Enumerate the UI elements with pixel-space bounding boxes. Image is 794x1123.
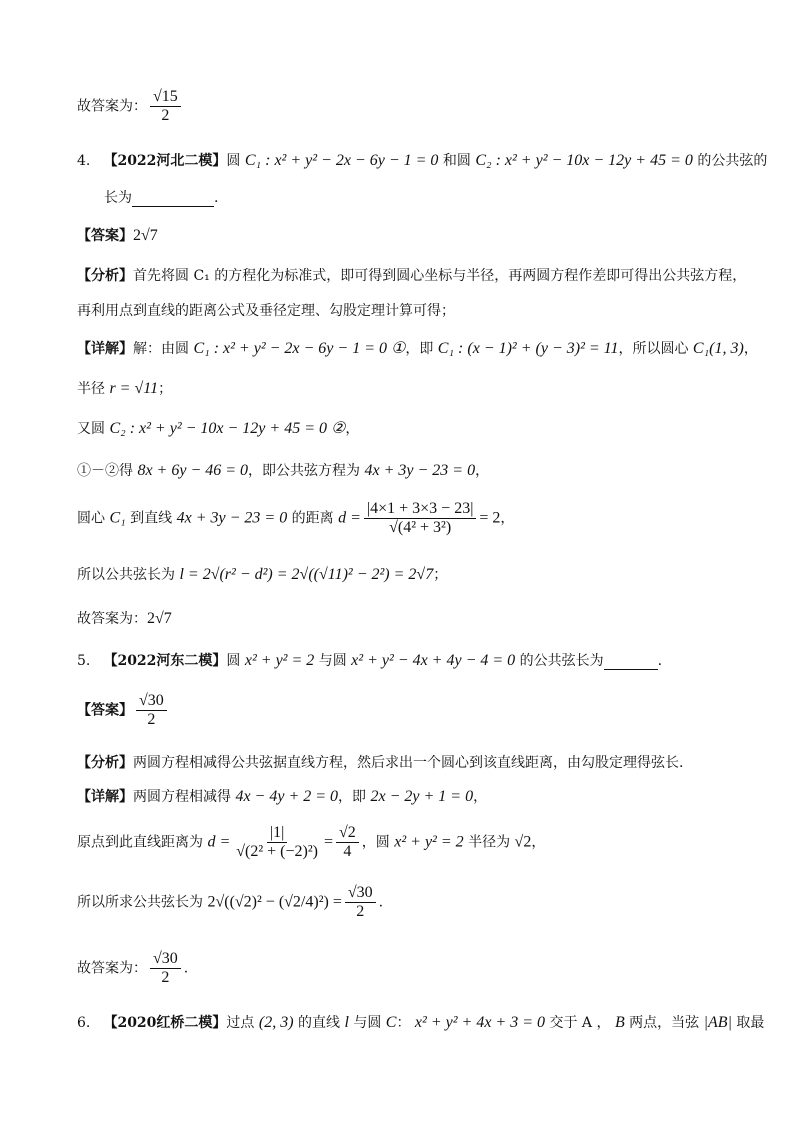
text: ，所以圆心 bbox=[618, 341, 693, 357]
numerator: |1| bbox=[267, 824, 287, 843]
text: 半径为 bbox=[463, 834, 515, 851]
equation: = 2 bbox=[479, 509, 501, 527]
equation: B bbox=[614, 1014, 625, 1031]
text: 故答案为： bbox=[77, 611, 147, 627]
text: 圆心 bbox=[77, 510, 110, 527]
equation: 2x − 2y + 1 = 0 bbox=[370, 788, 474, 805]
equation: x² + y² + 4x + 3 = 0 bbox=[414, 1014, 546, 1031]
analysis-label: 【分析】 bbox=[77, 755, 133, 771]
answer-fraction bbox=[150, 950, 181, 987]
equation: x² + y² = 2 bbox=[394, 833, 464, 851]
text: . bbox=[657, 653, 663, 669]
text: 两点，当弦 bbox=[624, 1015, 704, 1031]
equation: √2 bbox=[514, 833, 532, 851]
question-4-cont bbox=[104, 187, 218, 207]
denominator: √(4² + 3²) bbox=[389, 519, 452, 536]
question-number: 4. bbox=[77, 153, 91, 169]
text: ，即 bbox=[338, 789, 371, 805]
final-answer-4 bbox=[77, 608, 172, 628]
equation: C₁ : x² + y² − 2x − 6y − 1 = 0 ① bbox=[193, 340, 406, 357]
text: 与圆 bbox=[314, 653, 352, 669]
answer-fraction bbox=[136, 692, 167, 729]
text: ，圆 bbox=[361, 834, 395, 851]
answer-4 bbox=[77, 225, 158, 245]
numerator: √2 bbox=[336, 824, 359, 843]
text: 与圆 bbox=[348, 1015, 386, 1031]
detail-label: 【详解】 bbox=[77, 789, 133, 805]
equation: C₂ : x² + y² − 10x − 12y + 45 = 0 ② bbox=[109, 420, 346, 437]
denominator: 2 bbox=[161, 969, 170, 986]
answer-5 bbox=[77, 692, 170, 729]
equation: d = bbox=[207, 833, 231, 851]
text: 解：由圆 bbox=[133, 341, 194, 357]
detail-5 bbox=[77, 786, 487, 806]
analysis-4 bbox=[77, 265, 746, 285]
equation: 4x − 4y + 2 = 0 bbox=[235, 788, 339, 805]
text: 的距离 bbox=[287, 510, 339, 527]
numerator: √15 bbox=[150, 88, 181, 107]
distance-4 bbox=[77, 500, 514, 537]
equation: C₁ : (x − 1)² + (y − 3)² = 11 bbox=[437, 340, 619, 357]
question-number: 5. bbox=[77, 653, 91, 669]
text: 圆 bbox=[226, 153, 245, 169]
text: ； bbox=[433, 567, 448, 583]
text: 圆 bbox=[226, 653, 245, 669]
analysis-label: 【分析】 bbox=[77, 268, 133, 284]
answer-label: 【答案】 bbox=[77, 702, 133, 719]
text: . bbox=[183, 960, 189, 977]
equation: 4x + 3y − 23 = 0 bbox=[364, 462, 476, 479]
final-answer-5 bbox=[77, 950, 188, 987]
equation: x² + y² = 2 bbox=[244, 652, 315, 669]
circle-c1-equation: C₁ : x² + y² − 2x − 6y − 1 = 0 bbox=[244, 152, 439, 169]
denominator: 2 bbox=[356, 903, 365, 920]
equation: (2, 3) bbox=[258, 1014, 294, 1031]
chord-length-5 bbox=[77, 884, 383, 921]
numerator: √30 bbox=[150, 950, 181, 969]
text: ， bbox=[345, 421, 360, 437]
text: 又圆 bbox=[77, 421, 110, 437]
detail-label: 【详解】 bbox=[77, 341, 133, 357]
result-fraction bbox=[345, 884, 376, 921]
text: ，即公共弦方程为 bbox=[248, 463, 365, 479]
analysis-5 bbox=[77, 752, 683, 772]
equation: = bbox=[323, 833, 334, 851]
equation: r = √11 bbox=[109, 380, 159, 397]
text: ， bbox=[531, 834, 546, 851]
text: 故答案为： bbox=[77, 960, 147, 977]
result-fraction bbox=[336, 824, 359, 861]
equation: C bbox=[385, 1014, 397, 1031]
subtract-4 bbox=[77, 460, 489, 480]
text: ①－②得 bbox=[77, 463, 138, 479]
text: 原点到此直线距离为 bbox=[77, 834, 208, 851]
question-number: 6. bbox=[77, 1015, 91, 1031]
answer-label: 【答案】 bbox=[77, 228, 133, 244]
text: 的公共弦长为 bbox=[515, 653, 604, 669]
equation: x² + y² − 4x + 4y − 4 = 0 bbox=[351, 652, 516, 669]
text: 过点 bbox=[226, 1015, 259, 1031]
question-tag: 【2020红桥二模】 bbox=[103, 1015, 227, 1031]
analysis-text: 两圆方程相减得公共弦据直线方程，然后求出一个圆心到该直线距离，由勾股定理得弦长. bbox=[133, 755, 684, 771]
distance-fraction bbox=[364, 500, 477, 537]
circle-c2-equation: C₂ : x² + y² − 10x − 12y + 45 = 0 bbox=[475, 152, 693, 169]
numerator: √30 bbox=[345, 884, 376, 903]
equation: C₁(1, 3) bbox=[692, 340, 744, 357]
question-4 bbox=[77, 150, 767, 170]
denominator: 4 bbox=[343, 843, 352, 860]
answer-blank bbox=[132, 206, 214, 207]
equation: 8x + 6y − 46 = 0 bbox=[137, 462, 249, 479]
text: 和圆 bbox=[438, 153, 476, 169]
analysis-text: 再利用点到直线的距离公式及垂径定理、勾股定理计算可得； bbox=[77, 303, 455, 319]
denominator: √(2² + (−2)²) bbox=[236, 843, 318, 860]
numerator: √30 bbox=[136, 692, 167, 711]
answer-blank bbox=[604, 669, 658, 670]
text: 所以公共弦长为 bbox=[77, 567, 180, 583]
denominator: 2 bbox=[161, 107, 170, 124]
answer-value: 2√7 bbox=[133, 227, 158, 244]
equation: 2√7 bbox=[147, 610, 172, 627]
text: ， bbox=[473, 789, 488, 805]
equation: l bbox=[344, 1014, 349, 1031]
text: ： bbox=[396, 1015, 415, 1031]
text: ； bbox=[158, 381, 173, 397]
text: . bbox=[378, 894, 384, 911]
text: ， bbox=[743, 341, 758, 357]
equation: 2√((√2)² − (√2/4)²) = bbox=[207, 893, 342, 911]
length-4 bbox=[77, 564, 447, 584]
analysis-4-cont bbox=[77, 300, 455, 320]
analysis-text: 首先将圆 C₁ 的方程化为标准式，即可得到圆心坐标与半径，再两圆方程作差即可得出公共弦方程， bbox=[133, 268, 747, 284]
text: ，即 bbox=[405, 341, 438, 357]
detail-4 bbox=[77, 338, 758, 358]
numerator: |4×1 + 3×3 − 23| bbox=[364, 500, 477, 519]
denominator: 2 bbox=[147, 711, 156, 728]
text: 取最 bbox=[731, 1015, 765, 1031]
question-tag: 【2022河北二模】 bbox=[103, 153, 227, 169]
equation: 4x + 3y − 23 = 0 bbox=[176, 509, 288, 527]
radius-4 bbox=[77, 378, 172, 398]
origin-distance-5 bbox=[77, 824, 545, 861]
text: 所以所求公共弦长为 bbox=[77, 894, 208, 911]
text: 到直线 bbox=[125, 510, 177, 527]
question-5 bbox=[77, 650, 662, 670]
text: . bbox=[214, 190, 219, 206]
text: 的公共弦的 bbox=[692, 153, 768, 169]
equation: |AB| bbox=[703, 1014, 732, 1031]
text: 两圆方程相减得 bbox=[133, 789, 236, 805]
distance-fraction bbox=[233, 824, 321, 861]
answer-fraction bbox=[150, 88, 181, 125]
equation: d = bbox=[338, 509, 361, 527]
question-6 bbox=[77, 1012, 764, 1032]
text: ， bbox=[475, 463, 490, 479]
text: 的直线 bbox=[293, 1015, 345, 1031]
question-tag: 【2022河东二模】 bbox=[103, 653, 227, 669]
text: ， bbox=[500, 510, 515, 527]
answer-label: 故答案为： bbox=[77, 98, 147, 115]
equation: l = 2√(r² − d²) = 2√((√11)² − 2²) = 2√7 bbox=[179, 566, 434, 583]
equation: C₁ bbox=[109, 509, 126, 527]
circle-c2-4 bbox=[77, 418, 359, 438]
text: 半径 bbox=[77, 381, 110, 397]
answer-line-q3 bbox=[77, 88, 184, 125]
text: 长为 bbox=[104, 190, 132, 206]
text: 交于 A ， bbox=[545, 1015, 615, 1031]
